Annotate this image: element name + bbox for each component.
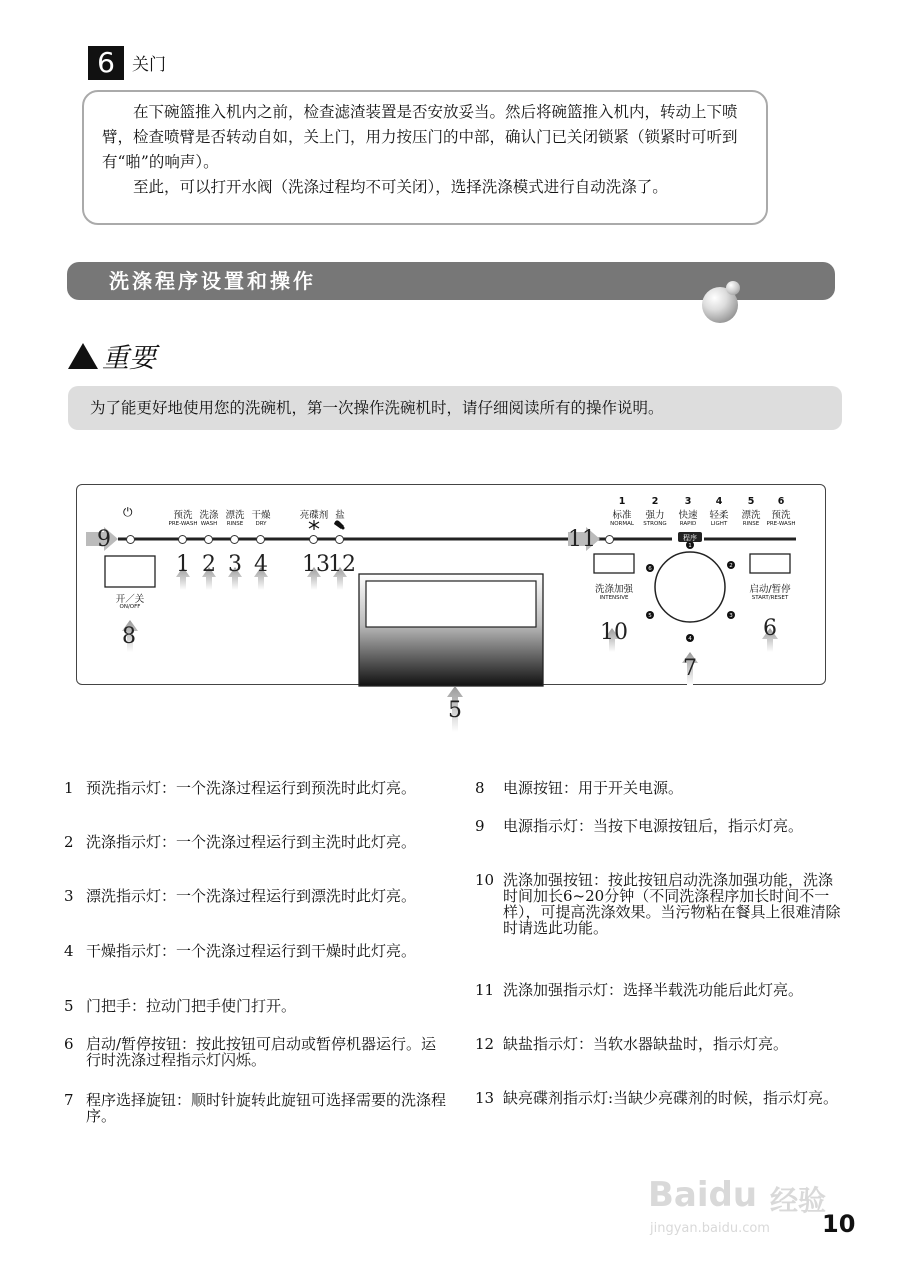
program-label-en: RINSE: [742, 521, 760, 527]
callout-5: 5: [448, 698, 462, 723]
on-off-button: [105, 556, 155, 587]
item-number: 4: [64, 942, 74, 960]
dry-led: [256, 535, 265, 544]
callout-3: 3: [228, 552, 242, 577]
step-title: 关门: [132, 55, 166, 75]
watermark-cn: 经验: [770, 1184, 827, 1217]
read-instructions-note: 为了能更好地使用您的洗碗机，第一次操作洗碗机时，请仔细阅读所有的操作说明。: [68, 386, 842, 430]
power-indicator-led: [126, 535, 135, 544]
callout-13: 13: [302, 552, 330, 577]
callout-9: 9: [97, 527, 111, 552]
item-number: 7: [64, 1091, 74, 1109]
program-knob: [655, 552, 725, 622]
item-text: 电源指示灯：当按下电源按钮后，指示灯亮。: [503, 817, 804, 835]
item-number: 2: [64, 833, 74, 851]
callout-10: 10: [600, 620, 628, 645]
start-label-en: START/RESET: [751, 595, 789, 601]
display-window: [366, 581, 536, 627]
rinse-led: [230, 535, 239, 544]
salt-icon: [334, 520, 345, 529]
svg-text:1: 1: [688, 543, 692, 549]
item-text: 电源按钮：用于开关电源。: [503, 779, 684, 797]
svg-text:5: 5: [648, 613, 652, 619]
item-number: 1: [64, 779, 74, 797]
rinse-aid-icon: [309, 520, 319, 530]
program-number: 1: [618, 496, 626, 507]
indicator-label-cn: 漂洗: [225, 510, 245, 521]
item-number: 13: [475, 1089, 495, 1107]
start-reset-button: [750, 554, 790, 573]
power-symbol-icon: ⏻: [123, 505, 133, 519]
program-label-en: NORMAL: [610, 521, 634, 527]
indicator-label-en: WASH: [200, 521, 218, 527]
item-number: 12: [475, 1035, 495, 1053]
callout-8: 8: [122, 624, 136, 649]
watermark-brand: Baidu: [648, 1175, 758, 1215]
intensive-label-en: INTENSIVE: [599, 595, 629, 601]
watermark-url: jingyan.baidu.com: [650, 1221, 770, 1236]
indicator-label-cn: 干燥: [251, 510, 271, 521]
callout-12: 12: [328, 552, 356, 577]
rinse-aid-label: 亮碟剂: [299, 510, 329, 521]
callout-1: 1: [176, 552, 190, 577]
svg-text:6: 6: [648, 566, 652, 572]
indicator-label-cn: 预洗: [173, 510, 193, 521]
program-label-cn: 漂洗: [741, 510, 761, 521]
intensive-led: [605, 535, 614, 544]
program-label-cn: 标准: [612, 510, 632, 521]
indicator-label-en: PRE-WASH: [168, 521, 198, 527]
on-off-label-en: ON/OFF: [119, 604, 141, 610]
callout-2: 2: [202, 552, 216, 577]
program-label-cn: 强力: [645, 510, 665, 521]
item-text: 干燥指示灯：一个洗涤过程运行到干燥时此灯亮。: [86, 942, 417, 960]
important-label: 重要: [102, 343, 156, 374]
program-label-cn: 快速: [678, 510, 698, 521]
program-label-cn: 轻柔: [709, 510, 729, 521]
item-number: 10: [475, 871, 495, 889]
item-number: 6: [64, 1035, 74, 1053]
item-text: 漂洗指示灯：一个洗涤过程运行到漂洗时此灯亮。: [86, 887, 417, 905]
callout-6: 6: [763, 616, 777, 641]
program-number: 4: [715, 496, 723, 507]
note-paragraph-2: 至此，可以打开水阀（洗涤过程均不可关闭），选择洗涤模式进行自动洗涤了。: [133, 178, 668, 196]
on-off-label-cn: 开／关: [115, 594, 145, 605]
close-door-note: [82, 90, 768, 225]
start-label-cn: 启动/暂停: [749, 584, 791, 595]
program-number: 3: [684, 496, 692, 507]
program-tag: 程序: [683, 534, 697, 542]
program-number: 5: [747, 496, 755, 507]
item-text: 门把手：拉动门把手使门打开。: [86, 997, 297, 1015]
intensive-label-cn: 洗涤加强: [594, 584, 633, 595]
page-number: 10: [822, 1210, 856, 1238]
item-text: 洗涤加强指示灯：选择半载洗功能后此灯亮。: [503, 981, 804, 999]
salt-led: [335, 535, 344, 544]
section-title: 洗涤程序设置和操作: [67, 262, 835, 300]
item-text: 程序选择旋钮：顺时针旋转此旋钮可选择需要的洗涤程序。: [86, 1091, 447, 1125]
item-text: 预洗指示灯：一个洗涤过程运行到预洗时此灯亮。: [86, 779, 417, 797]
item-number: 8: [475, 779, 485, 797]
indicator-label-en: DRY: [255, 521, 267, 527]
program-number: 6: [777, 496, 785, 507]
program-label-en: LIGHT: [710, 521, 728, 527]
svg-text:4: 4: [688, 636, 692, 642]
item-number: 9: [475, 817, 485, 835]
prewash-led: [178, 535, 187, 544]
item-text: 缺亮碟剂指示灯:当缺少亮碟剂的时候，指示灯亮。: [503, 1089, 839, 1107]
item-number: 3: [64, 887, 74, 905]
important-heading: [68, 336, 156, 375]
callout-4: 4: [254, 552, 268, 577]
item-text: 缺盐指示灯：当软水器缺盐时，指示灯亮。: [503, 1035, 789, 1053]
warning-triangle-icon: [68, 343, 98, 369]
program-label-cn: 预洗: [771, 510, 791, 521]
small-bubble-icon: [726, 281, 740, 295]
item-text: 洗涤加强按钮：按此按钮启动洗涤加强功能，洗涤时间加长6~20分钟（不同洗涤程序加长时间不一样），可提高洗涤效果。当污物粘在餐具上很难清除时请选此功能。: [503, 871, 841, 937]
item-text: 启动/暂停按钮：按此按钮可启动或暂停机器运行。运行时洗涤过程指示灯闪烁。: [86, 1035, 437, 1069]
wash-led: [204, 535, 213, 544]
program-label-en: PRE-WASH: [766, 521, 796, 527]
callout-11: 11: [568, 527, 596, 552]
callout-7: 7: [683, 656, 697, 681]
salt-label: 盐: [335, 510, 345, 521]
item-number: 11: [475, 981, 495, 999]
item-number: 5: [64, 997, 74, 1015]
step-number: 6: [88, 46, 124, 80]
rinse-aid-led: [309, 535, 318, 544]
intensive-button: [594, 554, 634, 573]
indicator-label-en: RINSE: [226, 521, 244, 527]
program-label-en: RAPID: [679, 521, 697, 527]
indicator-label-cn: 洗涤: [199, 510, 219, 521]
svg-text:2: 2: [729, 563, 733, 569]
note-paragraph-1: 在下碗篮推入机内之前，检查滤渣装置是否安放妥当。然后将碗篮推入机内，转动上下喷臂，检查喷臂是否转动自如，关上门，用力按压门的中部，确认门已关闭锁紧（锁紧时可听到有“啪”的响声）。: [102, 103, 738, 171]
program-label-en: STRONG: [643, 521, 667, 527]
svg-text:3: 3: [729, 613, 733, 619]
item-text: 洗涤指示灯：一个洗涤过程运行到主洗时此灯亮。: [86, 833, 417, 851]
program-number: 2: [651, 496, 659, 507]
baidu-watermark: [648, 1175, 848, 1255]
